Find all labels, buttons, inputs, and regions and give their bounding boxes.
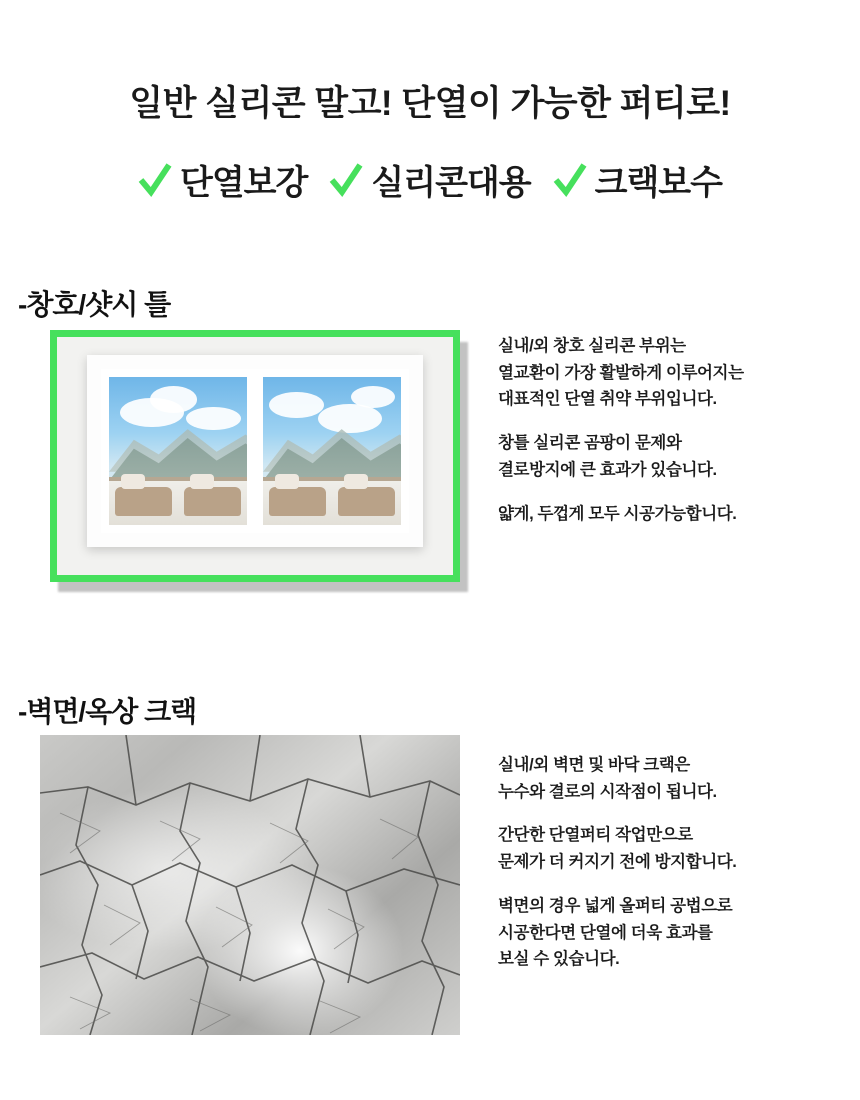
copy-line: 누수와 결로의 시작점이 됩니다. [498, 782, 717, 801]
copy-line: 보실 수 있습니다. [498, 950, 620, 969]
section-title-crack: -벽면/옥상 크랙 [18, 696, 197, 727]
copy-line: 얇게, 두껍게 모두 시공가능합니다. [498, 504, 737, 523]
copy-paragraph [498, 822, 736, 875]
copy-paragraph [498, 501, 744, 528]
copy-paragraph [498, 893, 736, 973]
check-icon [553, 160, 587, 200]
window-illustration [87, 355, 423, 547]
copy-line: 시공한다면 단열에 더욱 효과를 [498, 923, 713, 942]
benefit-label: 실리콘대용 [371, 164, 531, 202]
copy-line: 창틀 실리콘 곰팡이 문제와 [498, 434, 682, 453]
copy-line: 대표적인 단열 취약 부위입니다. [498, 390, 717, 409]
benefit-label: 단열보강 [179, 164, 308, 202]
window-pane-right [261, 375, 403, 527]
copy-line: 간단한 단열퍼티 작업만으로 [498, 826, 693, 845]
copy-line: 열교환이 가장 활발하게 이루어지는 [498, 363, 744, 382]
benefit-list [0, 155, 860, 204]
section-copy-window [498, 333, 744, 527]
wall-crack-image [40, 735, 460, 1035]
window-photo-image [57, 337, 453, 575]
window-frame-photo [50, 330, 460, 582]
section-copy-crack [498, 752, 736, 973]
copy-line: 결로방지에 큰 효과가 있습니다. [498, 460, 717, 479]
benefit-item [553, 155, 722, 204]
copy-paragraph [498, 333, 744, 413]
section-title-window: -창호/샷시 틀 [18, 289, 171, 320]
window-pane-left [107, 375, 249, 527]
crack-lines [40, 735, 460, 1035]
copy-line: 실내/외 창호 실리콘 부위는 [498, 337, 686, 355]
wall-crack-photo [40, 735, 460, 1035]
check-icon [138, 160, 172, 200]
copy-paragraph [498, 430, 744, 483]
copy-line: 실내/외 벽면 및 바닥 크랙은 [498, 756, 690, 774]
check-icon [329, 160, 363, 200]
copy-line: 문제가 더 커지기 전에 방지합니다. [498, 853, 737, 872]
copy-paragraph [498, 752, 736, 805]
benefit-item [138, 155, 307, 204]
copy-line: 벽면의 경우 넓게 올퍼티 공법으로 [498, 896, 733, 915]
benefit-item [329, 155, 530, 204]
page-headline: 일반 실리콘 말고! 단열이 가능한 퍼티로! [129, 84, 731, 123]
benefit-label: 크랙보수 [594, 164, 722, 202]
